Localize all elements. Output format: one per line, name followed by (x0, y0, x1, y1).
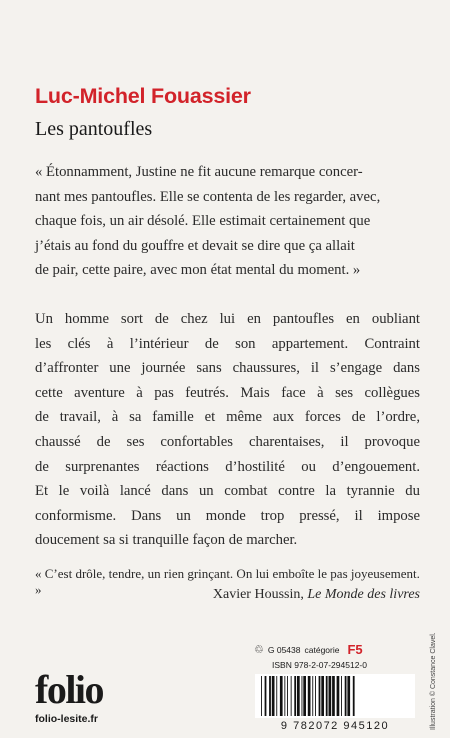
summary-line: de travail, à sa famille et même aux forces de l’ordre, (35, 409, 420, 426)
summary-line: d’affronter une journée sans chaussures, il s’engage dans (35, 360, 420, 377)
summary-line: de surprenantes réactions d’hostilité ou d’engouement. (35, 458, 420, 475)
barcode-bar (337, 676, 340, 716)
summary-line: chaussé de ses confortables charentaises, il provoque (35, 433, 420, 450)
summary-line: doucement sa si tranquille façon de marcher. (35, 532, 298, 549)
barcode-bar (326, 676, 328, 716)
barcode-bar (297, 676, 300, 716)
barcode (255, 674, 415, 718)
barcode-bar (276, 676, 277, 716)
barcode-bar (332, 676, 335, 716)
folio-logo: folio (35, 667, 104, 712)
book-title: Les pantoufles (35, 118, 153, 140)
barcode-bar (341, 676, 342, 716)
barcode-bar (319, 676, 321, 716)
category-label: catégorie (304, 644, 340, 655)
cover-credit: Illustration © Constance Clavel. (430, 632, 437, 730)
series-code: G 05438 (267, 644, 301, 655)
summary-line: Un homme sort de chez lui en pantoufles en oubliant (35, 311, 420, 327)
book-summary (35, 307, 420, 553)
barcode-bar (345, 676, 347, 716)
barcode-bar (265, 676, 267, 716)
barcode-bar (280, 676, 283, 716)
barcode-bar (347, 676, 350, 716)
barcode-bar (302, 676, 303, 716)
barcode-bar (315, 676, 316, 716)
quote-line: nant mes pantoufles. Elle se contenta de les regarder, avec, (35, 188, 381, 205)
barcode-bar (353, 676, 355, 716)
quote-line: chaque fois, un air désolé. Elle estimait certainement que (35, 213, 371, 230)
barcode-bar (272, 676, 275, 716)
barcode-bar (269, 676, 271, 716)
review-source (213, 587, 420, 603)
barcode-bar (329, 676, 332, 716)
recycle-icon: ♲ (254, 644, 264, 656)
quote-line: « Étonnamment, Justine ne fit aucune remarque concer- (35, 164, 363, 180)
publisher-website[interactable]: folio-lesite.fr (35, 713, 99, 725)
barcode-bar (287, 676, 288, 716)
summary-line: conformisme. Dans un monde trop pressé, il impose (35, 507, 420, 524)
isbn: ISBN 978-2-07-294512-0 (272, 660, 367, 670)
category-value: F5 (347, 642, 363, 657)
barcode-bar (312, 676, 313, 716)
barcode-bar (303, 676, 306, 716)
summary-line: les clés à l’intérieur de son appartement. Contraint (35, 335, 420, 352)
summary-line: cette aventure à pas feutrés. Mais face à ses collègues (35, 384, 420, 401)
press-review: « C’est drôle, tendre, un rien grinçant. On lui emboîte le pas joyeusement. » (35, 566, 420, 597)
summary-line: Et le voilà lancé dans un combat contre la tyrannie du (35, 483, 420, 500)
product-codes (254, 642, 367, 670)
quote-line: de pair, cette paire, avec mon état mental du moment. » (35, 262, 361, 279)
barcode-digits: 9 782072 945120 (280, 720, 390, 732)
barcode-bar (261, 676, 262, 716)
quote-line: j’étais au fond du gouffre et devait se dire que ça allait (35, 237, 355, 254)
barcode-bar (294, 676, 296, 716)
barcode-bar (291, 676, 292, 716)
barcode-bar (284, 676, 285, 716)
review-publication: Le Monde des livres (307, 587, 420, 602)
barcode-bar (321, 676, 324, 716)
barcode-bar (308, 676, 311, 716)
excerpt-quote (35, 160, 420, 283)
review-critic: Xavier Houssin, (212, 587, 308, 602)
author-name: Luc-Michel Fouassier (35, 84, 251, 108)
